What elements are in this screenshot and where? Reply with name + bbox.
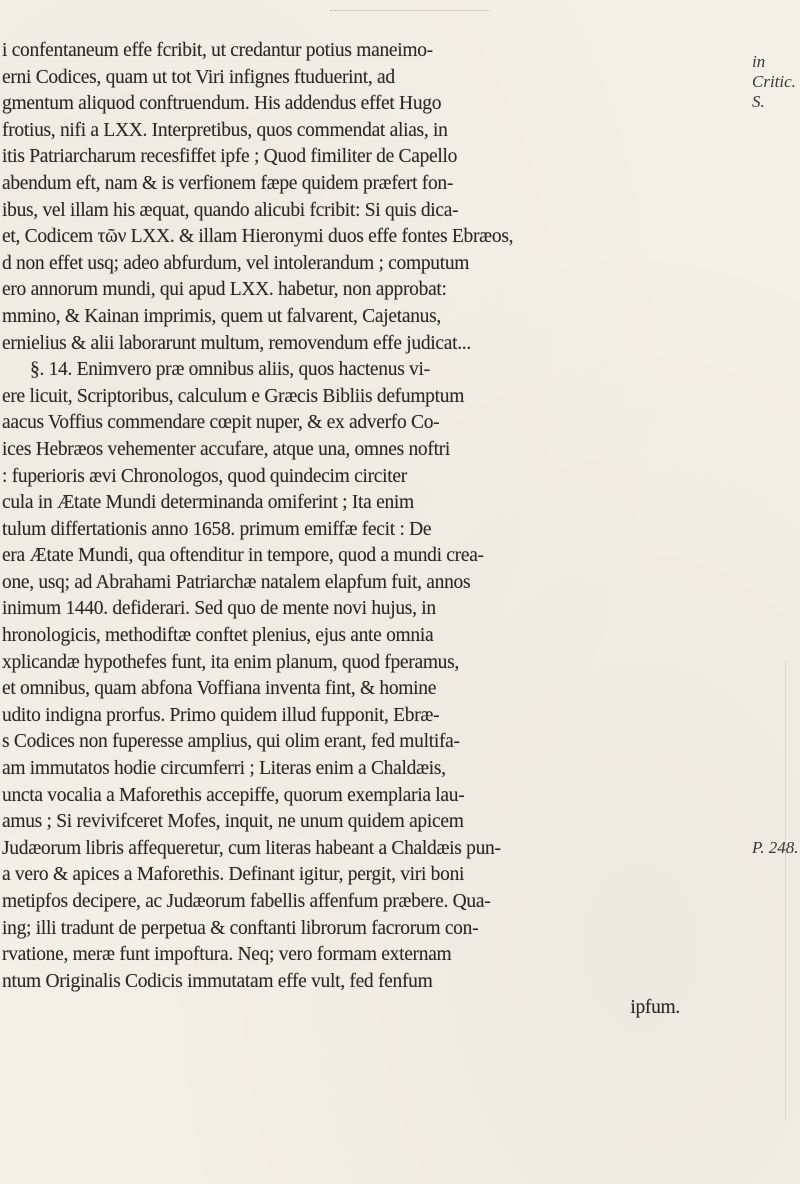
text-line: Judæorum libris affequeretur, cum literas habeant a Chaldæis pun- xyxy=(2,837,501,859)
text-line: amus ; Si revivifceret Mofes, inquit, ne unum quidem apicem xyxy=(2,811,464,833)
text-line: ero annorum mundi, qui apud LXX. habetur, non approbat: xyxy=(2,279,447,301)
text-line: s Codices non fuperesse amplius, qui olim erant, fed multifa- xyxy=(2,731,460,753)
text-line: ing; illi tradunt de perpetua & conftanti librorum facrorum con- xyxy=(2,917,479,939)
text-line: itis Patriarcharum recesfiffet ipfe ; Quod fimiliter de Capello xyxy=(2,146,458,168)
text-line: tulum differtationis anno 1658. primum emiffæ fecit : De xyxy=(2,518,432,540)
text-line: erni Codices, quam ut tot Viri infignes ftuduerint, ad xyxy=(2,66,395,88)
text-line: xplicandæ hypothefes funt, ita enim planum, quod fperamus, xyxy=(2,651,459,673)
text-line: ipfum. xyxy=(630,997,680,1019)
text-line: metipfos decipere, ac Judæorum fabellis affenfum præbere. Qua- xyxy=(2,891,491,912)
text-line: ibus, vel illam his æquat, quando alicubi fcribit: Si quis dica- xyxy=(2,199,459,221)
text-line: udito indigna prorfus. Primo quidem illud fupponit, Ebræ- xyxy=(2,704,440,726)
text-line: am immutatos hodie circumferri ; Literas enim a Chaldæis, xyxy=(2,758,446,780)
text-line: ices Hebræos vehementer accufare, atque una, omnes noftri xyxy=(2,438,450,460)
text-line: et, Codicem τῶν LXX. & illam Hieronymi duos effe fontes Ebræos, xyxy=(2,226,514,248)
text-line: hronologicis, methodiftæ conftet plenius, ejus ante omnia xyxy=(2,625,434,647)
text-line: aacus Voffius commendare cœpit nuper, & ex adverfo Co- xyxy=(2,412,440,434)
text-line: : fuperioris ævi Chronologos, quod quindecim circiter xyxy=(2,465,407,487)
text-line: et omnibus, quam abfona Voffiana inventa fint, & homine xyxy=(2,678,437,700)
text-line: a vero & apices a Maforethis. Definant igitur, pergit, viri boni xyxy=(2,864,465,886)
text-line: mmino, & Kainan imprimis, quem ut falvarent, Cajetanus, xyxy=(2,305,441,327)
text-line: era Ætate Mundi, qua oftenditur in tempore, quod a mundi crea- xyxy=(2,545,484,567)
text-line: ernielius & alii laborarunt multum, removendum effe judicat... xyxy=(2,332,471,354)
text-line: rvatione, meræ funt impoftura. Neq; vero formam externam xyxy=(2,944,452,966)
page-body xyxy=(0,38,738,1022)
text-line: gmentum aliquod conftruendum. His addendus effet Hugo xyxy=(2,93,442,115)
section-heading-line: §. 14. Enimvero præ omnibus aliis, quos hactenus vi- xyxy=(30,359,430,381)
margin-note-citation: in Critic. S. xyxy=(752,52,796,111)
text-line: one, usq; ad Abrahami Patriarchæ natalem elapfum fuit, annos xyxy=(2,571,471,593)
text-line: inimum 1440. defiderari. Sed quo de mente novi hujus, in xyxy=(2,598,436,620)
text-line: frotius, nifi a LXX. Interpretibus, quos commendat alias, in xyxy=(2,119,448,141)
text-line: abendum eft, nam & is verfionem fæpe quidem præfert fon- xyxy=(2,172,454,194)
text-line: uncta vocalia a Maforethis accepiffe, quorum exemplaria lau- xyxy=(2,784,465,806)
text-line: ntum Originalis Codicis immutatam effe vult, fed fenfum xyxy=(2,970,433,992)
text-line: i confentaneum effe fcribit, ut credantur potius maneimo- xyxy=(2,40,433,61)
margin-note-page-ref: P. 248. xyxy=(752,838,799,857)
text-line: cula in Ætate Mundi determinanda omiferint ; Ita enim xyxy=(2,492,414,514)
text-line: ere licuit, Scriptoribus, calculum e Græcis Bibliis defumptum xyxy=(2,385,465,407)
page-edge-shadow xyxy=(785,660,786,1120)
text-line: d non effet usq; adeo abfurdum, vel intolerandum ; computum xyxy=(2,252,470,274)
